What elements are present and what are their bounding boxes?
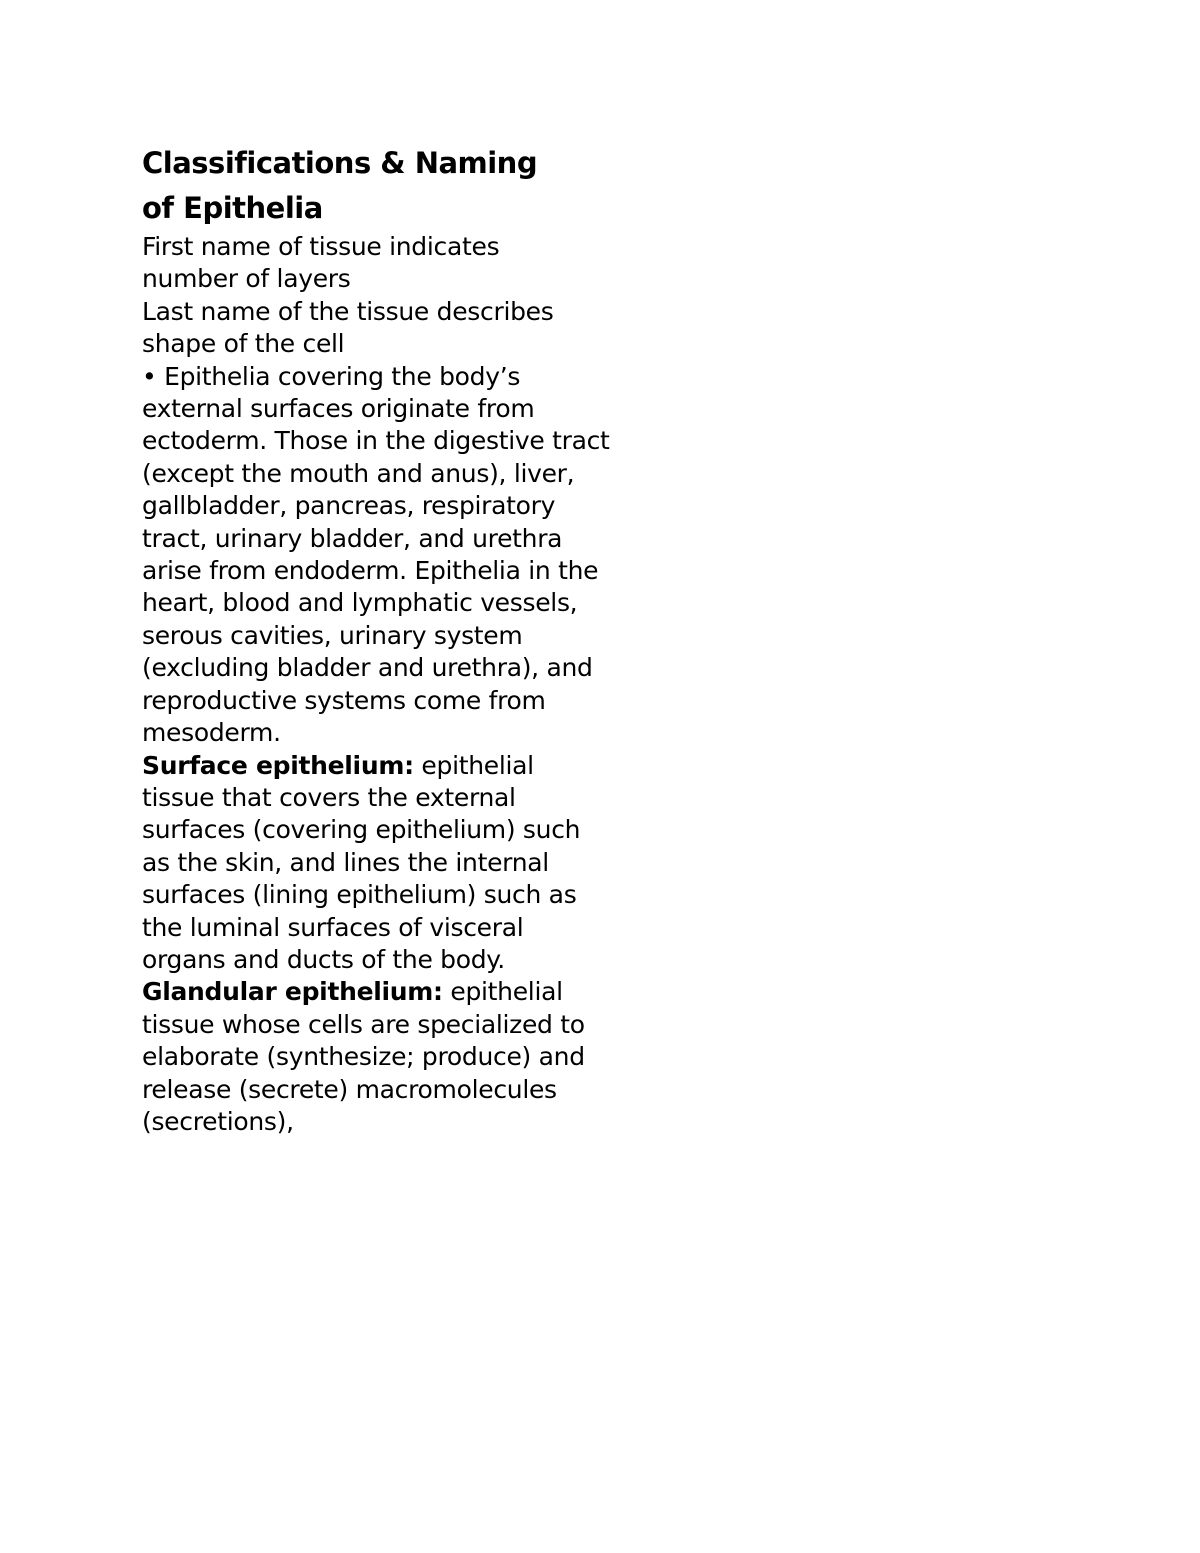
text-line: Last name of the tissue describes — [142, 296, 554, 326]
document-title — [142, 141, 662, 231]
text-line: release (secrete) macromolecules — [142, 1074, 557, 1104]
definition-text: epithelial — [413, 750, 534, 780]
text-line: tissue whose cells are specialized to — [142, 1009, 585, 1039]
surface-epithelium-definition — [142, 750, 662, 977]
title-line: of Epithelia — [142, 191, 323, 225]
text-line: tract, urinary bladder, and urethra — [142, 523, 563, 553]
text-line: the luminal surfaces of visceral — [142, 912, 524, 942]
definition-first-line — [142, 976, 662, 1008]
glandular-epithelium-definition — [142, 976, 662, 1138]
document-content — [142, 141, 662, 1138]
text-line: mesoderm. — [142, 718, 281, 748]
definition-text: epithelial — [442, 977, 563, 1007]
text-line: (except the mouth and anus), liver, — [142, 458, 575, 488]
text-line: surfaces (covering epithelium) such — [142, 815, 581, 845]
surface-epithelium-term: Surface epithelium: — [142, 750, 414, 780]
text-line: shape of the cell — [142, 329, 345, 359]
text-line: number of layers — [142, 264, 351, 294]
text-line: ectoderm. Those in the digestive tract — [142, 426, 610, 456]
text-line: as the skin, and lines the internal — [142, 847, 549, 877]
title-line: Classifications & Naming — [142, 146, 538, 180]
text-line: heart, blood and lymphatic vessels, — [142, 588, 578, 618]
glandular-epithelium-term: Glandular epithelium: — [142, 977, 443, 1007]
text-line: external surfaces originate from — [142, 394, 535, 424]
text-line: (secretions), — [142, 1106, 294, 1136]
text-line: First name of tissue indicates — [142, 232, 500, 261]
text-line: surfaces (lining epithelium) such as — [142, 880, 577, 910]
text-line: • Epithelia covering the body’s — [142, 361, 521, 391]
text-line: gallbladder, pancreas, respiratory — [142, 491, 556, 521]
text-line: arise from endoderm. Epithelia in the — [142, 556, 599, 586]
text-line: tissue that covers the external — [142, 782, 516, 812]
text-line: organs and ducts of the body. — [142, 944, 505, 974]
text-line: (excluding bladder and urethra), and — [142, 653, 593, 683]
definition-first-line — [142, 750, 662, 782]
text-line: reproductive systems come from — [142, 685, 546, 715]
text-line: elaborate (synthesize; produce) and — [142, 1042, 585, 1072]
text-line: serous cavities, urinary system — [142, 620, 523, 650]
intro-paragraph — [142, 231, 662, 750]
